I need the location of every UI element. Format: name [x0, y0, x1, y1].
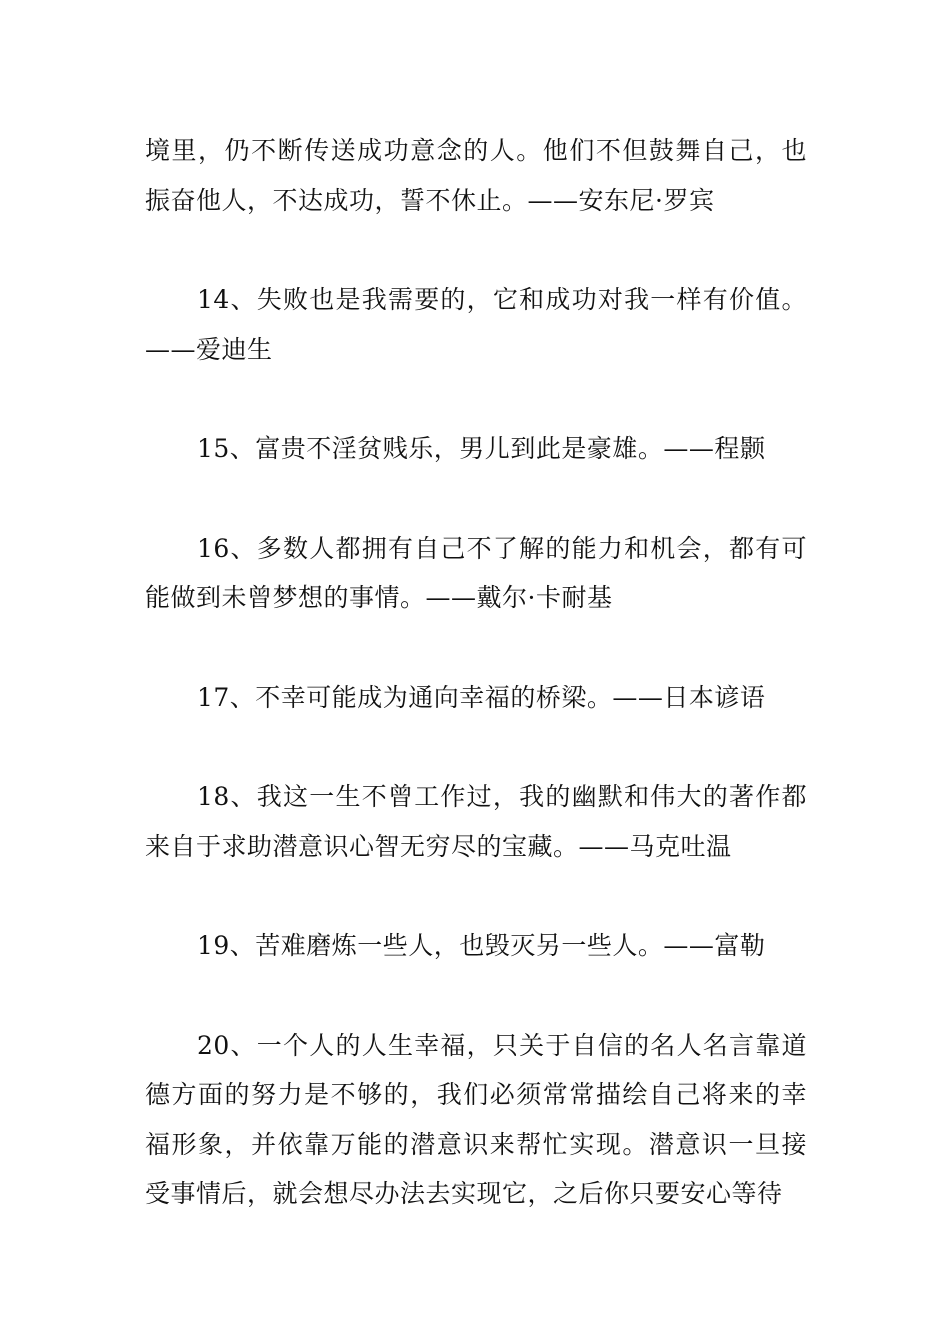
- paragraph-quote-15: 15、富贵不淫贫贱乐，男儿到此是豪雄。——程颢: [197, 434, 766, 463]
- paragraph-quote-16: 16、多数人都拥有自己不了解的能力和机会，都有可能做到未曾梦想的事情。——戴尔·卡耐基: [145, 533, 807, 612]
- paragraph-quote-18: 18、我这一生不曾工作过，我的幽默和伟大的著作都来自于求助潜意识心智无穷尽的宝藏。——马克吐温: [145, 782, 807, 861]
- paragraph-quote-17: 17、不幸可能成为通向幸福的桥梁。——日本谚语: [197, 682, 766, 712]
- paragraph-quote-20: 20、一个人的人生幸福，只关于自信的名人名言靠道德方面的努力是不够的，我们必须常常描绘自己将来的幸福形象，并依靠万能的潜意识来帮忙实现。潜意识一旦接受事情后，就会想尽办法去实现它，之后你只要安心等待: [145, 1030, 807, 1208]
- paragraph-gap: [145, 225, 807, 275]
- paragraph-continuation: 境里，仍不断传送成功意念的人。他们不但鼓舞自己，也振奋他人，不达成功，誓不休止。——安东尼·罗宾: [145, 136, 807, 215]
- paragraph-gap: [145, 871, 807, 921]
- paragraph-gap: [145, 722, 807, 772]
- paragraph-quote-19: 19、苦难磨炼一些人，也毁灭另一些人。——富勒: [197, 931, 766, 960]
- paragraph-gap: [145, 374, 807, 424]
- paragraph-gap: [145, 971, 807, 1021]
- paragraph-quote-14: 14、失败也是我需要的，它和成功对我一样有价值。——爱迪生: [145, 285, 807, 364]
- document-page: [145, 126, 807, 1219]
- paragraph-gap: [145, 474, 807, 524]
- paragraph-gap: [145, 623, 807, 673]
